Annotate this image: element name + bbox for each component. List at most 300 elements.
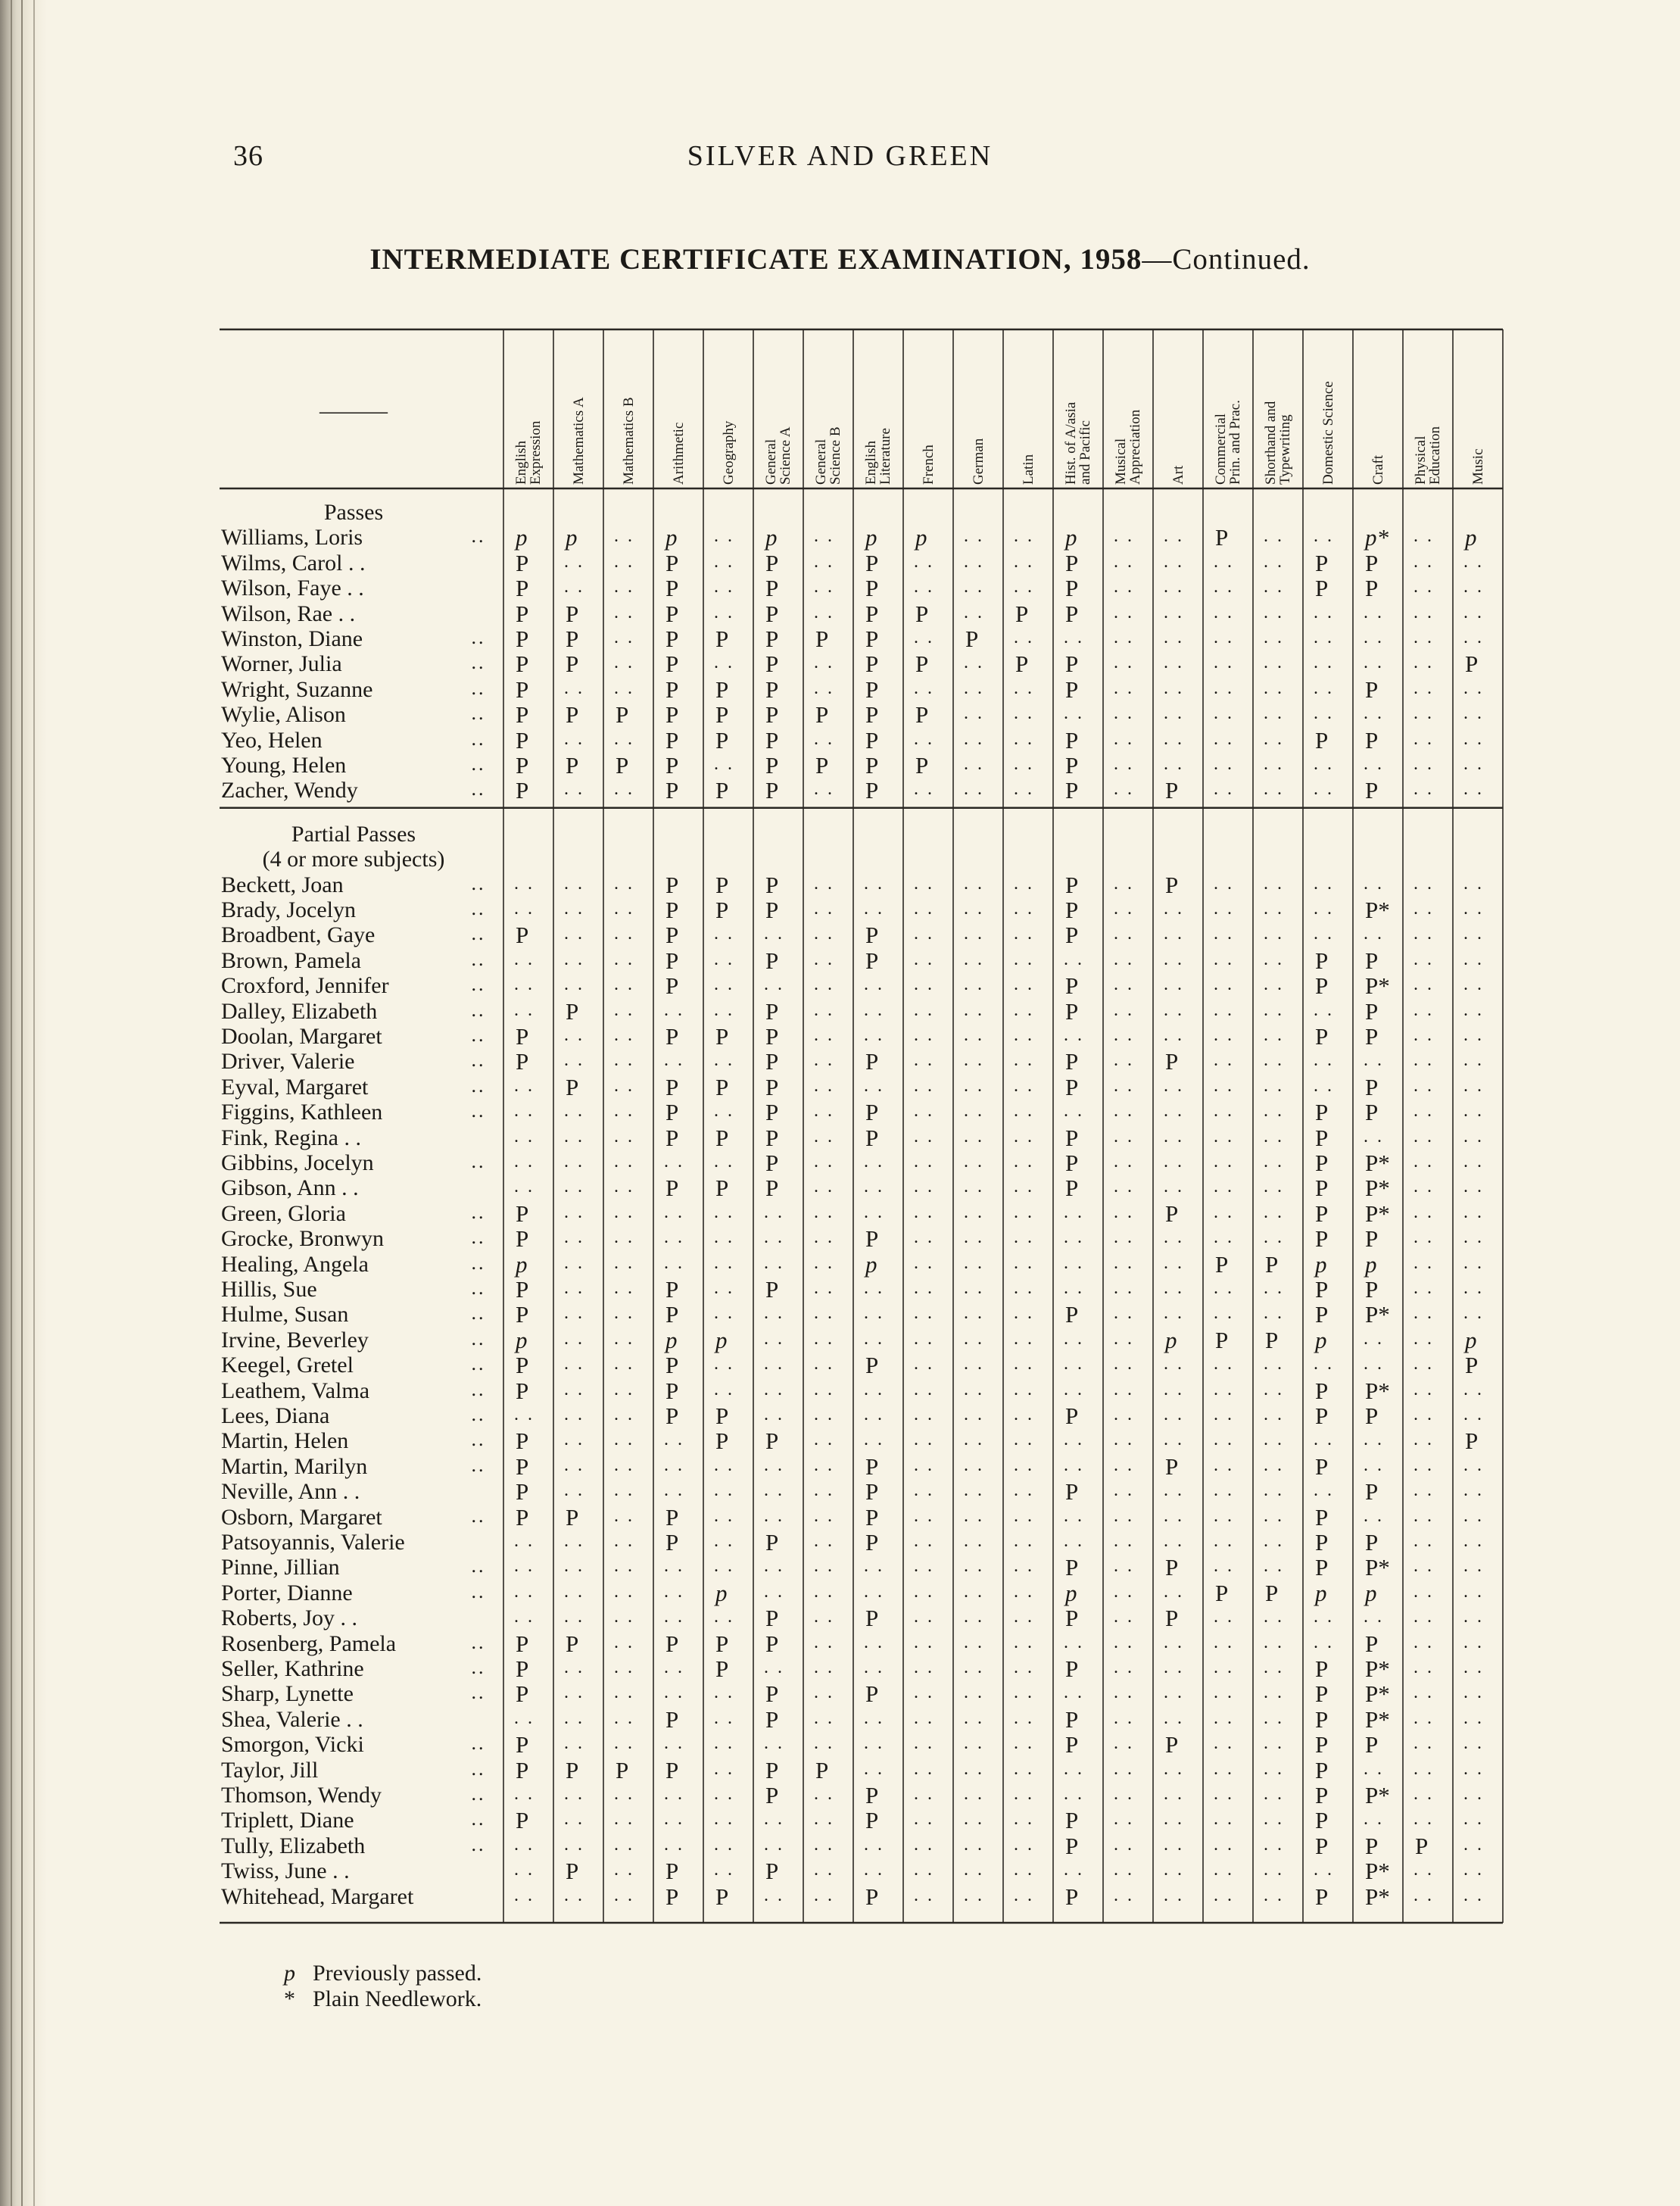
empty-cell-dots: . . (714, 1860, 734, 1880)
leader-dots: .. (471, 922, 486, 945)
empty-cell-dots: . . (714, 526, 734, 547)
empty-cell-dots: . . (764, 1405, 784, 1424)
empty-cell-dots: . . (1164, 1481, 1184, 1501)
column-header-text: Literature (877, 428, 893, 485)
result-cell: P* (1365, 1200, 1390, 1227)
empty-cell-dots: . . (614, 1101, 634, 1122)
empty-cell-dots: . . (764, 1885, 784, 1905)
result-cell: P (1365, 1403, 1379, 1429)
column-header (703, 329, 753, 488)
empty-cell-dots: . . (564, 1658, 584, 1677)
empty-cell-dots: . . (1264, 1405, 1284, 1424)
result-cell: P (715, 1655, 729, 1682)
empty-cell-dots: . . (814, 1303, 834, 1324)
leader-dots: .. (471, 727, 486, 750)
result-cell: P (865, 1225, 879, 1253)
result-cell: p (1365, 1579, 1377, 1606)
empty-cell-dots: . . (1114, 1303, 1134, 1324)
empty-cell-dots: . . (914, 975, 934, 995)
result-cell: P (865, 1099, 879, 1126)
empty-cell-dots: . . (764, 1834, 784, 1855)
empty-cell-dots: . . (914, 1303, 934, 1324)
empty-cell-dots: . . (964, 1455, 984, 1475)
empty-cell-dots: . . (614, 1177, 634, 1197)
empty-cell-dots: . . (864, 1152, 884, 1172)
empty-cell-dots: . . (1214, 1455, 1234, 1475)
empty-cell-dots: . . (1214, 1025, 1234, 1045)
result-cell: P (1065, 1605, 1079, 1632)
empty-cell-dots: . . (1264, 1632, 1284, 1652)
empty-cell-dots: . . (1364, 628, 1384, 647)
result-cell: P (1365, 947, 1379, 974)
empty-cell-dots: . . (1164, 754, 1184, 774)
empty-cell-dots: . . (1264, 1177, 1284, 1197)
empty-cell-dots: . . (764, 1303, 784, 1324)
empty-cell-dots: . . (664, 1152, 684, 1172)
column-header-lines (1064, 402, 1092, 485)
result-cell: P (1065, 752, 1079, 778)
student-name: Lees, Diana (221, 1403, 330, 1428)
empty-cell-dots: . . (664, 1253, 684, 1273)
empty-cell-dots: . . (1314, 1430, 1334, 1450)
column-header (553, 329, 603, 488)
result-cell: P (1315, 1301, 1329, 1328)
student-name: Doolan, Margaret (221, 1024, 382, 1049)
empty-cell-dots: . . (1014, 1758, 1034, 1779)
empty-cell-dots: . . (714, 1253, 734, 1273)
leader-dots: .. (471, 947, 486, 970)
empty-cell-dots: . . (814, 1228, 834, 1248)
result-cell: P (1365, 1276, 1379, 1303)
empty-cell-dots: . . (964, 729, 984, 749)
result-cell: P (665, 752, 679, 778)
empty-cell-dots: . . (1314, 1860, 1334, 1880)
column-header-lines (514, 421, 543, 485)
empty-cell-dots: . . (714, 1455, 734, 1475)
empty-cell-dots: . . (914, 1000, 934, 1020)
empty-cell-dots: . . (1314, 1075, 1334, 1096)
empty-cell-dots: . . (1414, 1000, 1434, 1020)
result-cell: P (865, 752, 879, 778)
empty-cell-dots: . . (614, 1860, 634, 1880)
empty-cell-dots: . . (614, 1809, 634, 1830)
result-cell: p (566, 524, 578, 551)
empty-cell-dots: . . (1414, 1481, 1434, 1501)
empty-cell-dots: . . (764, 1481, 784, 1501)
empty-cell-dots: . . (1364, 602, 1384, 622)
result-cell: P (1015, 651, 1029, 678)
empty-cell-dots: . . (1414, 1683, 1434, 1703)
page-number: 36 (233, 140, 263, 172)
column-header-lines (1321, 381, 1336, 485)
empty-cell-dots: . . (964, 1303, 984, 1324)
leader-dots: .. (471, 1200, 486, 1223)
empty-cell-dots: . . (514, 1860, 535, 1880)
empty-cell-dots: . . (614, 678, 634, 698)
empty-cell-dots: . . (1014, 1455, 1034, 1475)
empty-cell-dots: . . (564, 1405, 584, 1424)
result-cell: P (765, 676, 779, 703)
result-cell: P (715, 626, 729, 652)
result-cell: p (1315, 1326, 1327, 1353)
result-cell: P (1315, 1452, 1329, 1480)
empty-cell-dots: . . (1463, 1228, 1484, 1248)
empty-cell-dots: . . (864, 1556, 884, 1577)
empty-cell-dots: . . (1014, 628, 1034, 647)
leader-dots: .. (471, 872, 486, 894)
result-cell: P (765, 651, 779, 678)
result-cell: P (1065, 1478, 1079, 1506)
empty-cell-dots: . . (1114, 551, 1134, 572)
empty-cell-dots: . . (1114, 873, 1134, 894)
empty-cell-dots: . . (1414, 1354, 1434, 1374)
empty-cell-dots: . . (1114, 1405, 1134, 1424)
result-cell: P* (1365, 1301, 1390, 1328)
student-name: Whitehead, Margaret (221, 1883, 414, 1909)
empty-cell-dots: . . (1463, 924, 1484, 944)
result-cell: P (865, 1352, 879, 1379)
empty-cell-dots: . . (1264, 1556, 1284, 1577)
result-cell: P (1065, 1731, 1079, 1758)
empty-cell-dots: . . (914, 1506, 934, 1526)
empty-cell-dots: . . (1014, 779, 1034, 800)
student-name: Neville, Ann . . (221, 1479, 360, 1505)
result-cell: P (516, 1452, 529, 1480)
student-name: Gibbins, Jocelyn (221, 1150, 374, 1175)
result-cell: P (1315, 1554, 1329, 1581)
empty-cell-dots: . . (1114, 1581, 1134, 1602)
empty-cell-dots: . . (1014, 975, 1034, 995)
empty-cell-dots: . . (1114, 949, 1134, 969)
empty-cell-dots: . . (1364, 704, 1384, 724)
result-cell: P* (1365, 1883, 1390, 1910)
empty-cell-dots: . . (564, 1278, 584, 1298)
result-cell: P* (1365, 1858, 1390, 1885)
empty-cell-dots: . . (1114, 924, 1134, 944)
result-cell: P (516, 726, 529, 754)
leader-dots: .. (471, 1580, 486, 1602)
result-cell: P (865, 600, 879, 627)
empty-cell-dots: . . (814, 1126, 834, 1147)
empty-cell-dots: . . (1364, 754, 1384, 774)
result-cell: P (1165, 1554, 1179, 1581)
empty-cell-dots: . . (1164, 1708, 1184, 1728)
column-header-text: Geography (720, 420, 737, 485)
column-header (653, 329, 703, 488)
empty-cell-dots: . . (1164, 1303, 1184, 1324)
empty-cell-dots: . . (1164, 1430, 1184, 1450)
result-cell: P (516, 600, 529, 627)
empty-cell-dots: . . (1314, 779, 1334, 800)
empty-cell-dots: . . (964, 1632, 984, 1652)
empty-cell-dots: . . (1264, 1885, 1284, 1905)
empty-cell-dots: . . (614, 1506, 634, 1526)
empty-cell-dots: . . (1214, 1733, 1234, 1754)
column-header (1303, 329, 1353, 488)
result-cell: P (815, 1756, 829, 1783)
empty-cell-dots: . . (1114, 1506, 1134, 1526)
empty-cell-dots: . . (1014, 1784, 1034, 1804)
empty-cell-dots: . . (1164, 602, 1184, 622)
empty-cell-dots: . . (1463, 1632, 1484, 1652)
empty-cell-dots: . . (914, 1885, 934, 1905)
result-cell: P (566, 651, 579, 678)
result-cell: P (815, 626, 829, 652)
empty-cell-dots: . . (1164, 1101, 1184, 1122)
empty-cell-dots: . . (1314, 602, 1334, 622)
result-cell: P (865, 676, 879, 703)
column-header-text: Science A (778, 426, 793, 485)
empty-cell-dots: . . (1463, 1278, 1484, 1298)
column-header-lines (1214, 400, 1242, 485)
student-name: Irvine, Beverley (221, 1327, 369, 1353)
result-cell: P (1365, 1529, 1379, 1555)
empty-cell-dots: . . (1214, 653, 1234, 673)
result-cell: P (1365, 1073, 1379, 1100)
empty-cell-dots: . . (614, 1075, 634, 1096)
empty-cell-dots: . . (564, 1101, 584, 1122)
empty-cell-dots: . . (1164, 1025, 1184, 1045)
exam-title-main: INTERMEDIATE CERTIFICATE EXAMINATION, (369, 243, 1072, 276)
empty-cell-dots: . . (1264, 1303, 1284, 1324)
empty-cell-dots: . . (714, 1050, 734, 1071)
empty-cell-dots: . . (814, 873, 834, 894)
empty-cell-dots: . . (1414, 1430, 1434, 1450)
empty-cell-dots: . . (764, 975, 784, 995)
column-header-lines (1371, 455, 1385, 485)
result-cell: P (865, 1048, 879, 1075)
empty-cell-dots: . . (914, 1834, 934, 1855)
empty-cell-dots: . . (864, 1733, 884, 1754)
result-cell: P (1165, 1731, 1179, 1758)
empty-cell-dots: . . (764, 1809, 784, 1830)
empty-cell-dots: . . (1414, 551, 1434, 572)
empty-cell-dots: . . (1014, 1885, 1034, 1905)
leader-dots: .. (471, 651, 486, 674)
empty-cell-dots: . . (1114, 602, 1134, 622)
empty-cell-dots: . . (614, 526, 634, 547)
empty-cell-dots: . . (864, 1177, 884, 1197)
result-cell: P (566, 752, 579, 778)
empty-cell-dots: . . (1014, 1683, 1034, 1703)
result-cell: P (715, 1403, 729, 1429)
empty-cell-dots: . . (1164, 1683, 1184, 1703)
result-cell: P (715, 777, 729, 804)
empty-cell-dots: . . (1214, 1000, 1234, 1020)
empty-cell-dots: . . (1164, 1228, 1184, 1248)
student-name: Zacher, Wendy (221, 778, 358, 803)
result-cell: P (516, 922, 529, 949)
empty-cell-dots: . . (814, 975, 834, 995)
empty-cell-dots: . . (964, 1758, 984, 1779)
empty-cell-dots: . . (1264, 1050, 1284, 1071)
empty-cell-dots: . . (1414, 1379, 1434, 1399)
empty-cell-dots: . . (614, 1025, 634, 1045)
column-header-lines (1471, 449, 1485, 485)
empty-cell-dots: . . (514, 1556, 535, 1577)
empty-cell-dots: . . (1414, 729, 1434, 749)
empty-cell-dots: . . (1064, 1784, 1084, 1804)
leader-dots: .. (471, 676, 486, 699)
student-name: Wilson, Faye . . (221, 576, 364, 601)
result-cell: P (765, 701, 779, 729)
result-cell: P (665, 1529, 679, 1555)
result-cell: P (665, 676, 679, 703)
result-cell: P (1315, 1756, 1329, 1783)
empty-cell-dots: . . (1414, 577, 1434, 598)
result-cell: P (1315, 1832, 1329, 1859)
empty-cell-dots: . . (1114, 1430, 1134, 1450)
empty-cell-dots: . . (914, 1228, 934, 1248)
result-cell: p (1365, 1250, 1377, 1278)
empty-cell-dots: . . (1214, 729, 1234, 749)
empty-cell-dots: . . (1014, 1658, 1034, 1677)
empty-cell-dots: . . (714, 1758, 734, 1779)
empty-cell-dots: . . (514, 1531, 535, 1551)
empty-cell-dots: . . (1414, 754, 1434, 774)
student-name: Eyval, Margaret (221, 1074, 369, 1100)
column-header-text: Commercial (1213, 413, 1229, 485)
empty-cell-dots: . . (1463, 1581, 1484, 1602)
empty-cell-dots: . . (1463, 1405, 1484, 1424)
result-cell: P (1365, 1478, 1379, 1506)
result-cell: P (915, 701, 929, 729)
empty-cell-dots: . . (1314, 924, 1334, 944)
column-header (503, 329, 553, 488)
empty-cell-dots: . . (1314, 1481, 1334, 1501)
empty-cell-dots: . . (614, 1481, 634, 1501)
column-header (753, 329, 803, 488)
result-cell: P (715, 726, 729, 754)
result-cell: P (715, 871, 729, 898)
result-cell: P (765, 777, 779, 804)
empty-cell-dots: . . (1314, 1050, 1334, 1071)
column-header-text: Mathematics B (620, 397, 637, 485)
result-cell: P (516, 1756, 529, 1783)
result-cell: P (765, 997, 779, 1025)
empty-cell-dots: . . (1064, 949, 1084, 969)
empty-cell-dots: . . (1364, 1455, 1384, 1475)
empty-cell-dots: . . (1164, 1834, 1184, 1855)
empty-cell-dots: . . (714, 1000, 734, 1020)
empty-cell-dots: . . (1463, 1809, 1484, 1830)
empty-cell-dots: . . (564, 1607, 584, 1627)
empty-cell-dots: . . (564, 1708, 584, 1728)
empty-cell-dots: . . (1314, 628, 1334, 647)
empty-cell-dots: . . (1114, 1025, 1134, 1045)
empty-cell-dots: . . (764, 1658, 784, 1677)
empty-cell-dots: . . (1014, 678, 1034, 698)
result-cell: P (665, 1175, 679, 1202)
result-cell: P (1065, 922, 1079, 949)
result-cell: P (1215, 1250, 1229, 1278)
empty-cell-dots: . . (1064, 1328, 1084, 1349)
empty-cell-dots: . . (814, 1379, 834, 1399)
empty-cell-dots: . . (1064, 1354, 1084, 1374)
empty-cell-dots: . . (614, 1152, 634, 1172)
empty-cell-dots: . . (1114, 653, 1134, 673)
empty-cell-dots: . . (814, 1733, 834, 1754)
result-cell: P (1065, 726, 1079, 754)
result-cell: P (765, 1782, 779, 1808)
empty-cell-dots: . . (814, 1177, 834, 1197)
empty-cell-dots: . . (664, 1202, 684, 1222)
empty-cell-dots: . . (614, 1632, 634, 1652)
empty-cell-dots: . . (1214, 1860, 1234, 1880)
empty-cell-dots: . . (1314, 678, 1334, 698)
empty-cell-dots: . . (814, 949, 834, 969)
empty-cell-dots: . . (1414, 1202, 1434, 1222)
result-cell: P (865, 1680, 879, 1708)
empty-cell-dots: . . (1214, 628, 1234, 647)
empty-cell-dots: . . (1214, 1607, 1234, 1627)
empty-cell-dots: . . (714, 975, 734, 995)
empty-cell-dots: . . (1164, 577, 1184, 598)
result-cell: P (1315, 1731, 1329, 1758)
empty-cell-dots: . . (614, 975, 634, 995)
empty-cell-dots: . . (614, 1379, 634, 1399)
leader-dots: .. (471, 525, 486, 548)
empty-cell-dots: . . (914, 924, 934, 944)
empty-cell-dots: . . (664, 1228, 684, 1248)
empty-cell-dots: . . (1014, 1000, 1034, 1020)
empty-cell-dots: . . (1164, 1379, 1184, 1399)
column-header-lines (1114, 410, 1142, 485)
column-header-lines (622, 397, 636, 485)
empty-cell-dots: . . (1414, 1809, 1434, 1830)
student-name: Wylie, Alison (221, 702, 346, 728)
column-header-text: English (513, 440, 529, 485)
result-cell: P (665, 1883, 679, 1910)
empty-cell-dots: . . (814, 1354, 834, 1374)
result-cell: P (1315, 575, 1329, 602)
empty-cell-dots: . . (664, 1000, 684, 1020)
exam-title-suffix: —Continued. (1142, 243, 1311, 276)
empty-cell-dots: . . (614, 873, 634, 894)
empty-cell-dots: . . (714, 1784, 734, 1804)
result-cell: P (715, 1883, 729, 1910)
empty-cell-dots: . . (1114, 628, 1134, 647)
result-cell: P (1315, 1705, 1329, 1733)
result-cell: P (566, 1630, 579, 1657)
result-cell: P (516, 1428, 529, 1455)
empty-cell-dots: . . (1214, 1809, 1234, 1830)
result-cell: P (1165, 871, 1179, 898)
empty-cell-dots: . . (914, 678, 934, 698)
empty-cell-dots: . . (1364, 1809, 1384, 1830)
empty-cell-dots: . . (564, 779, 584, 800)
result-cell: P (1315, 1099, 1329, 1126)
column-header-label (1455, 333, 1501, 485)
empty-cell-dots: . . (1214, 975, 1234, 995)
result-cell: P* (1365, 972, 1390, 1000)
result-cell: P (1215, 1326, 1229, 1353)
student-name: Porter, Dianne (221, 1580, 353, 1605)
empty-cell-dots: . . (614, 1303, 634, 1324)
result-cell: P (765, 1150, 779, 1176)
empty-cell-dots: . . (914, 1025, 934, 1045)
empty-cell-dots: . . (1463, 1860, 1484, 1880)
empty-cell-dots: . . (814, 1834, 834, 1855)
column-header-lines (672, 423, 686, 485)
result-cell: p (1315, 1250, 1327, 1278)
footnote-text: Plain Needlework. (313, 1986, 482, 2011)
empty-cell-dots: . . (1463, 551, 1484, 572)
result-cell: P (1315, 1150, 1329, 1176)
empty-cell-dots: . . (1064, 1228, 1084, 1248)
result-cell: P (765, 871, 779, 898)
empty-cell-dots: . . (814, 1784, 834, 1804)
